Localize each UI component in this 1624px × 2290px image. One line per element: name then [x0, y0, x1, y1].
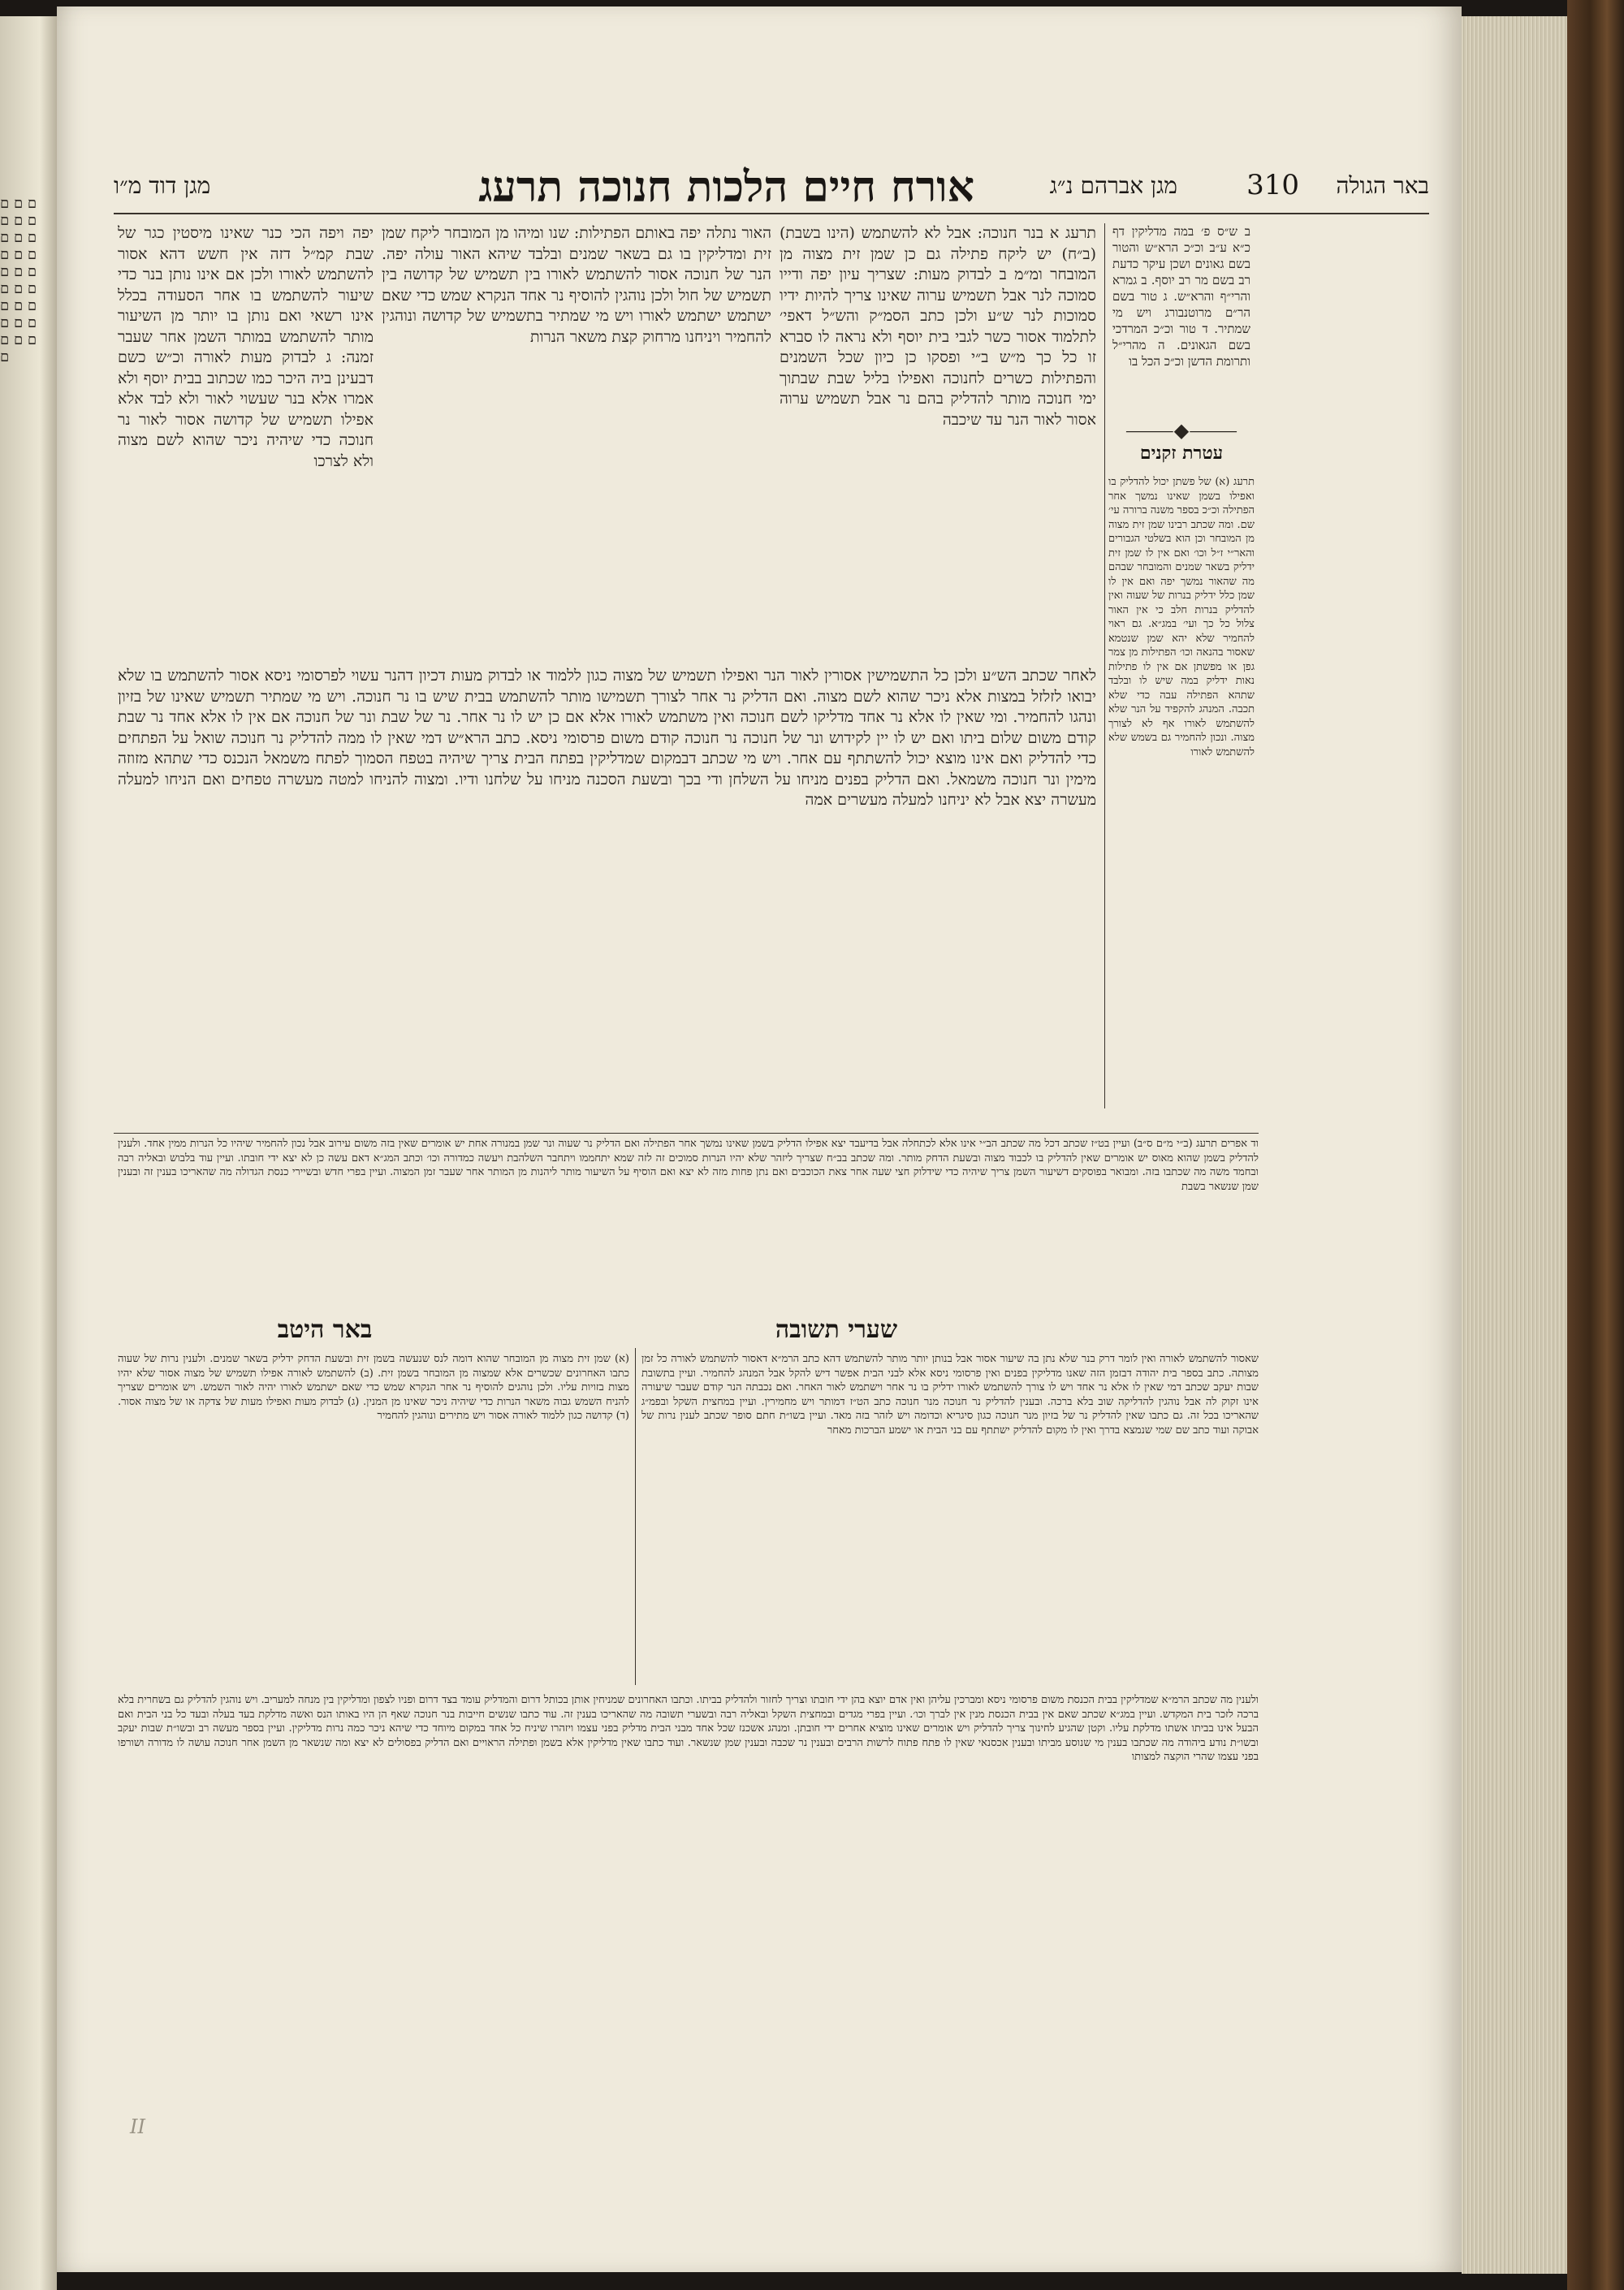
- atzeret-zkenim-text: תרעג (א) של פשתן יכול להדליק בו ואפילו בשמן שאינו נמשך אחר הפתילה וכ״כ בספר משנה ברורה עי׳ שם. ומה שכתב רבינו שמן זית מצוה מן המובחר וכן הוא בשלטי הגבורים והאר״י ז״ל וכו׳ ואם אין לו שמן זית ידליק בשאר שמנים והמובחר שבהם מה שהאור נמשך יפה ואם אין לו שמן כלל ידליק בנרות של שעוה ואין להדליק בנרות חלב כי אין האור צלול כל כך ועי׳ במג״א. גם ראוי להחמיר שלא יהא שמן שנטמא שאסור בהנאה וכו׳ הפתילות מן צמר גפן או מפשתן אם אין לו פתילות נאות ידליק במה שיש לו ובלבד שתהא הפתילה עבה כדי שלא תכבה. המנהג להקפיד על הנר שלא להשתמש לאורו אף לא לצורך מצוה. ונכון להחמיר גם בשמש שלא להשתמש לאורו: [1108, 476, 1255, 758]
- section-baer-heitev: באר היטב: [277, 1316, 373, 1344]
- running-header: [114, 162, 1429, 211]
- header-magen-avraham: מגן אברהם נ״ג: [1049, 172, 1177, 199]
- baer-heitev-text: (א) שמן זית מצוה מן המובחר שהוא דומה לנס שנעשה בשמן זית ובשעת הדחק ידליק בשאר שמנים. ולענין נרות של שעוה כתבו האחרונים שכשרים אלא שמצוה מן המובחר בשמן זית. (ב) להשתמש לאורה אפילו תשמיש של מצוה אסור שלא יהיו מצות בזויות עליו. ולכן נוהגים להוסיף נר אחר הנקרא שמש כדי שאם ישתמש לאורו יהיה לאור השמש. ויש אומרים שצריך להניח השמש גבוה משאר הנרות כדי שיהיה ניכר שאינו מן המנין. (ג) לבדוק מעות ואפילו מעות של צדקה או של מצוה אסור. (ד) קדושה כגון ללמוד לאורה אסור ויש מתירים ונוהגין להחמיר: [118, 1353, 629, 1422]
- book-spine: [1567, 0, 1624, 2290]
- page-title: אורח חיים הלכות חנוכה תרעג: [478, 162, 974, 212]
- commentary-rule: [114, 1133, 1259, 1134]
- pencil-mark: II: [130, 2115, 145, 2138]
- ornament-divider: ⸻◆⸻: [1125, 419, 1238, 442]
- page-edges: [1462, 16, 1567, 2274]
- column-divider: [635, 1348, 636, 1685]
- bottom-commentary: ולענין מה שכתב הרמ״א שמדליקין בבית הכנסת משום פרסומי ניסא ומברכין עליהן ואין אדם יוצא בהן ידי חובתו וצריך לחזור ולהדליק בביתו. וכתבו האחרונים שמניחין אותן בכותל דרום והמדליק עומד בצד דרום ופניו לצפון ומדליקין בין מנחה למעריב. ויש נוהגין להדליק גם בשחרית בלא ברכה לזכר בית המקדש. ועיין במג״א שכתב שאם אין בבית הכנסת מנין אין לברך וכו׳. ועיין בפרי מגדים ובמחצית השקל ובאליה רבה ובשערי תשובה מה שהאריכו בענין זה. עוד כתבו שנשים חייבות בנר חנוכה שאף הן היו באותו הנס ואשה מדלקת בעד בעלה ובעד כל בני הבית ואם הבעל אינו בביתו אשתו מדלקת עליו. וקטן שהגיע לחינוך צריך להדליק ויש אומרים שאינו מוציא אחרים ידי חובתן. ומנהג אשכנז שכל אחד מבני הבית מדליק בפני עצמו ויזהרו שיניח כל אחד במקום מיוחד כדי שיהא ניכר כמה נרות מדליקין. ועיין בספר מעשה רב ובשו״ת שבות יעקב ובשו״ת נודע ביהודה מה שכתבו בענין מי שנוסע מביתו ובענין אכסנאי שאין לו פתח פתוח לרשות הרבים ובענין נר שכבה ובענין שמן שנשאר. ועוד כתבו שאין מדליקין אלא בשמן ופתילה הראויים ואם הדליק בפסולים לא יצא ומה שנשאר מן השמן אחר חנוכה עושה לו מדורה ושורפו בפני עצמו שהרי הוקצה למצותו: [118, 1694, 1259, 1763]
- shaarei-teshuva-text: שאסור להשתמש לאורה ואין לומר דרק בנר שלא נתן בה שיעור אסור אבל בנותן יותר מותר להשתמש דהא כתב הרמ״א דאסור להשתמש לאורה כל זמן מצותה. כתב בספר בית יהודה דבזמן הזה שאנו מדליקין בפנים ואין פרסומי ניסא אלא לבני הבית אפשר דיש להקל אבל המנהג להחמיר. ועיין בתשובת שבות יעקב שכתב דמי שאין לו אלא נר אחד ויש לו צורך להשתמש לאורו ידליק בו נר אחר וישתמש לאור האחר. ואם נכבתה הנר קודם שעבר שיעורה אינו זקוק לה אבל נוהגין להדליקה שוב בלא ברכה. ובענין להדליק נר חנוכה מנר חנוכה כתב הט״ז דמותר ויש מחמירין. ועיין במחצית השקל ובפמ״ג שהאריכו בכל זה. גם כתבו שאין להדליק נר של בזיון מנר חנוכה כגון סיגריא וכדומה ויש לזהר בזה מאד. ועיין בשו״ת חתם סופר שכתב לענין נרות של אבוקה ועוד כתב שם שמי שנמצא בדרך ואין לו מקום להדליק ישתתף עם בני הבית או ישמע הברכות מאחר: [641, 1353, 1259, 1437]
- header-rule: [114, 213, 1429, 214]
- commentary-block: וד אפרים תרעג (ב״י מ״ם ס״ב) ועיין בט״ז שכתב דכל מה שכתב הב״י אינו אלא לכתחלה אבל בדיעבד יצא אפילו הדליק בשמן שאינו נמשך אחר הפתילה ואם הדליק נר שעוה ונר שמן במנורה אחת יש אומרים שאין בזה משום עירוב אבל נכון להחמיר שיהיו כל הנרות ממין אחד. ולענין להדליק בשמן שהוא מאוס יש אומרים שאין להדליק בו לכבוד מצוה ובשעת הדחק מותר. ומה שכתב בב״ח שצריך ליזהר שלא יהיו הנרות סמוכים זה לזה שמא יתחממו ויתחבר השלהבת ויעשה כמדורה וכו׳ וכתב המג״א דאם עשה כן לא יצא ידי חובתו. ועיין עוד בלבוש ובאליה רבה ובחמד משה מה שכתבו בזה. ומבואר בפוסקים דשיעור השמן צריך שיהיה כדי שידלוק חצי שעה אחר צאת הכוכבים ואם נתן פחות מזה לא יצא ואם הוסיף על השיעור מותר ליהנות מן המותר אחר שעבר זמן המצוה. ועיין בפרי חדש ובשיירי כנסת הגדולה מה שהאריכו בענין זה ובענין שמן שנשאר בשבת: [118, 1138, 1259, 1193]
- header-baer-hagolah: באר הגולה: [1336, 172, 1429, 199]
- left-page-edge: [0, 16, 57, 2290]
- section-shaarei-teshuva: שערי תשובה: [775, 1316, 898, 1344]
- main-text-left: יפה ויפה הכי כנר שאינו מיסטין כגר של שבת קמ״ל דזה אין חשש דהא אסור להשתמש לאורו ולכן אם אינו נותן בנר כדי שיעור להשתמש בו אחר הסעודה בכלל אינו רשאי ואם נותן בו יותר מן השיעור מותר להשתמש במותר השמן אחר שעבר זמנה: ג לבדוק מעות לאורה וכ״ש כשם דבעינן ביה היכר כמו שכתוב בבית יוסף ולא אמרו אלא בנר שעשוי לאור ולא לבד אלא אפילו תשמיש של קדושה אסור לאור נר חנוכה כדי שיהיה ניכר שהוא לשם מצוה ולא לצרכו: [118, 224, 374, 470]
- main-text-top: תרעג א בנר חנוכה: אבל לא להשתמש (הינו בשבת) (ב״ח) יש ליקח פתילה גם כן שמן זית מצוה מן המובחר ומ״מ ב לבדוק מעות: שצריך עיון יפה ודייו סמוכה לנר אבל תשמיש ערוה שאינו צריך להיות ידיו סמוכות לנר ש״ע ולכן כתב הסמ״ק והש״ל דאפי׳ לתלמוד אסור כשר לגבי בית יוסף ולא נראה לו סברא זו כל כך מ״ש ב״י ופסקו כן כיון שכל השמנים והפתילות כשרים לחנוכה ואפילו בליל שבת שבתוך ימי חנוכה מותר להדליק בהם נר אבל תשמיש ערוה אסור לאור הנר עד שיכבה: [780, 224, 1096, 429]
- margin-column-rule: [1104, 223, 1105, 1108]
- header-magen-david: מגן דוד מ״ו: [114, 172, 211, 199]
- left-page-glyphs: ם ם ם ם ם ם ם ם ם ם ם ם ם ם ם ם ם ם ם ם ם ם ם ם ם ם ם ם: [0, 195, 37, 365]
- main-text-middle: האור נתלה יפה באותם הפתילות: שנו ומיהו מן המובחר ליקח שמן זית ומדליקין בו גם בשאר שמנים ובלבד שיהא האור עולה יפה. הנר של חנוכה אסור להשתמש לאורו בין תשמיש של קדושה בין תשמיש של חול ולכן נוהגין להוסיף נר אחד הנקרא שמש כדי שאם ישתמש ישתמש לאורו ויש מי שמתיר בתשמיש של קדושה ונוהגין להחמיר ויניחנו מרחוק קצת משאר הנרות: [382, 224, 771, 346]
- page-number: 310: [1246, 169, 1299, 201]
- section-atzeret-zkenim: עטרת זקנים: [1139, 443, 1224, 464]
- baer-hagolah-marginal: ב ש״ס פ׳ במה מדליקין דף כ״א ע״ב וכ״כ הרא״ש והטור בשם גאונים ושכן עיקר כדעת רב בשם מר רב יוסף. ב גמרא והרי״ף והרא״ש. ג טור בשם הר״ם מרוטנבורג ויש מי שמתיר. ד טור וכ״כ המרדכי בשם הגאונים. ה מהרי״ל ותרומת הדשן וכ״כ הכל בו: [1112, 224, 1250, 369]
- main-text-full-width: לאחר שכתב הש״ע ולכן כל התשמישין אסורין לאור הנר ואפילו תשמיש של מצוה כגון ללמוד או לבדוק מעות דכיון דהנר עשוי לפרסומי ניסא אסור להשתמש בו שלא יבואו לזלזל במצות אלא ניכר שהוא לשם מצוה. ואם הדליק נר אחר לצורך תשמישו מותר להשתמש בבית שיש בו נר חנוכה. ויש מי שמתיר תשמיש שאינו של בזיון ונהגו להחמיר. ומי שאין לו אלא נר אחד מדליקו לשם חנוכה ואין משתמש לאורו אלא אם כן יש לו נר אחר. נר של שבת ונר של חנוכה אם אין לו אלא אחד נר שבת קודם משום שלום ביתו ואם יש לו יין לקידוש ונר של חנוכה נר חנוכה קודם משום פרסומי ניסא. כתב הרא״ש דמי שאין לו ממה להדליק נר חנוכה שואל על הפתחים כדי להדליק ואם אינו מוצא יכול להשתתף עם אחר. ויש מי שכתב דבמקום שמדליקין בפתח הבית צריך שיהיה בטפח הסמוך לפתח משמאל הנכנס כדי שתהא מזוזה מימין ונר חנוכה משמאל. ואם הדליק בפנים מניחו על השלחן ודי בכך ובשעת הסכנה מניחו על שלחנו ודיו. ומצוה להניחו למטה מעשרה טפחים ואם הניחו למעלה מעשרה יצא אבל לא יניחנו למעלה מעשרים אמה: [118, 667, 1096, 809]
